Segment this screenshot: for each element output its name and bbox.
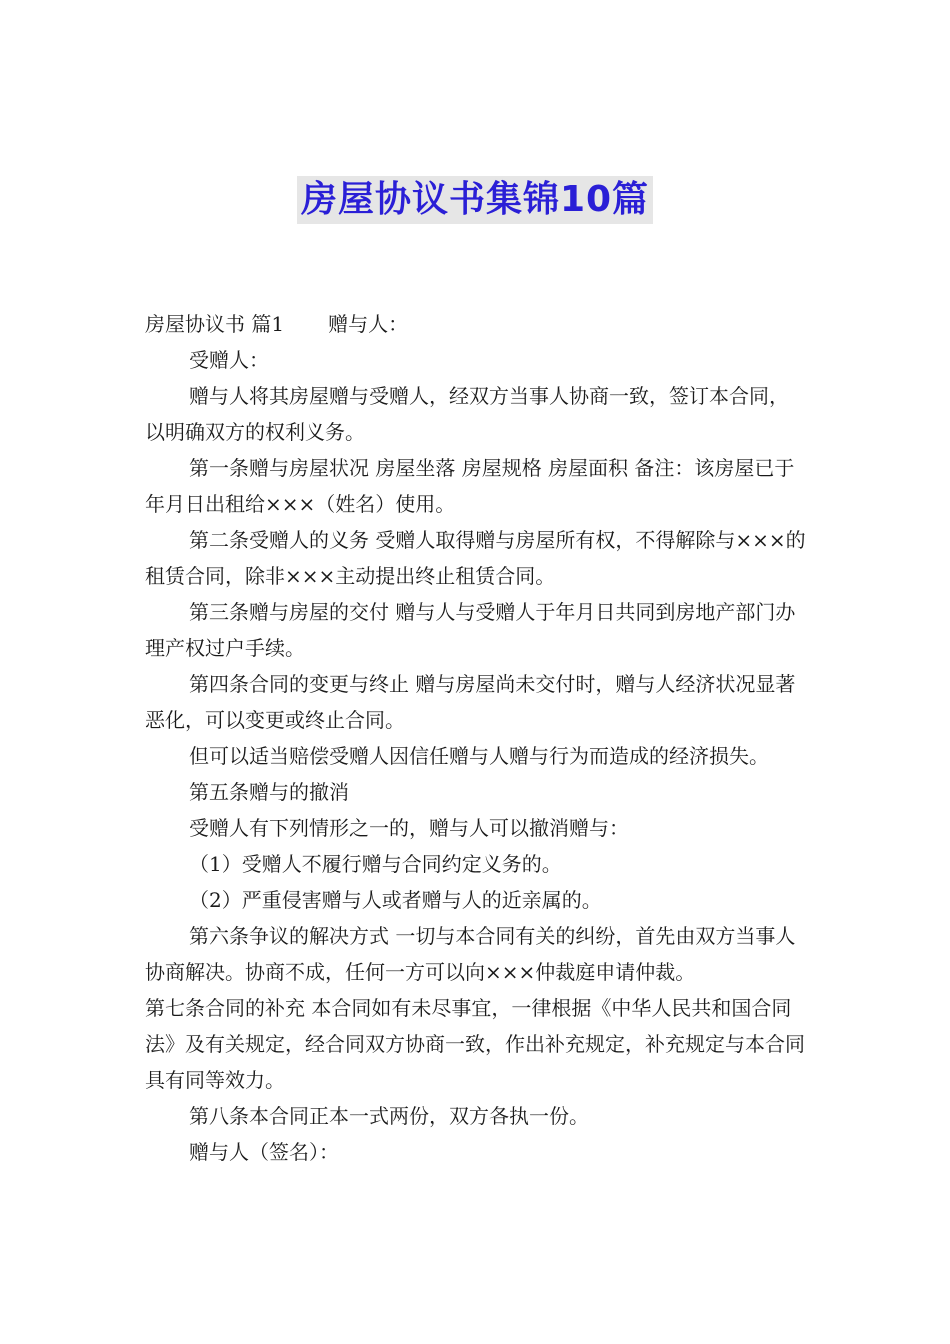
paragraph: 第三条赠与房屋的交付 赠与人与受赠人于年月日共同到房地产部门办理产权过户手续。 <box>145 600 796 660</box>
paragraph: 受赠人有下列情形之一的，赠与人可以撤消赠与： <box>189 816 629 840</box>
paragraph: 第一条赠与房屋状况 房屋坐落 房屋规格 房屋面积 备注：该房屋已于年月日出租给×××（姓名）使用。 <box>145 456 795 516</box>
paragraph: 第七条合同的补充 本合同如有未尽事宜，一律根据《中华人民共和国合同法》及有关规定，经合同双方协商一致，作出补充规定，补充规定与本合同具有同等效力。 <box>145 996 805 1092</box>
signature-line: 赠与人（签名）： <box>189 1140 339 1164</box>
list-item: （2）严重侵害赠与人或者赠与人的近亲属的。 <box>189 888 602 912</box>
list-item: （1）受赠人不履行赠与合同约定义务的。 <box>189 852 562 876</box>
document-title: 房屋协议书集锦10篇 <box>297 176 653 224</box>
paragraph: 第四条合同的变更与终止 赠与房屋尚未交付时，赠与人经济状况显著恶化，可以变更或终止合同。 <box>145 672 796 732</box>
paragraph: 但可以适当赔偿受赠人因信任赠与人赠与行为而造成的经济损失。 <box>189 744 769 768</box>
paragraph: 第六条争议的解决方式 一切与本合同有关的纠纷，首先由双方当事人协商解决。协商不成，任何一方可以向×××仲裁庭申请仲裁。 <box>145 924 796 984</box>
paragraph: 第八条本合同正本一式两份，双方各执一份。 <box>189 1104 589 1128</box>
paragraph: 第二条受赠人的义务 受赠人取得赠与房屋所有权，不得解除与×××的租赁合同，除非×××主动提出终止租赁合同。 <box>145 528 806 588</box>
title-container <box>0 176 950 224</box>
paragraph: 第五条赠与的撤消 <box>189 780 349 804</box>
section-heading <box>145 306 807 342</box>
document-body <box>145 306 807 1170</box>
paragraph: 赠与人将其房屋赠与受赠人，经双方当事人协商一致，签订本合同，以明确双方的权利义务。 <box>145 384 789 444</box>
donor-label: 赠与人： <box>328 312 409 336</box>
section-label: 房屋协议书 篇1 <box>145 312 285 336</box>
paragraph: 受赠人： <box>189 348 269 372</box>
